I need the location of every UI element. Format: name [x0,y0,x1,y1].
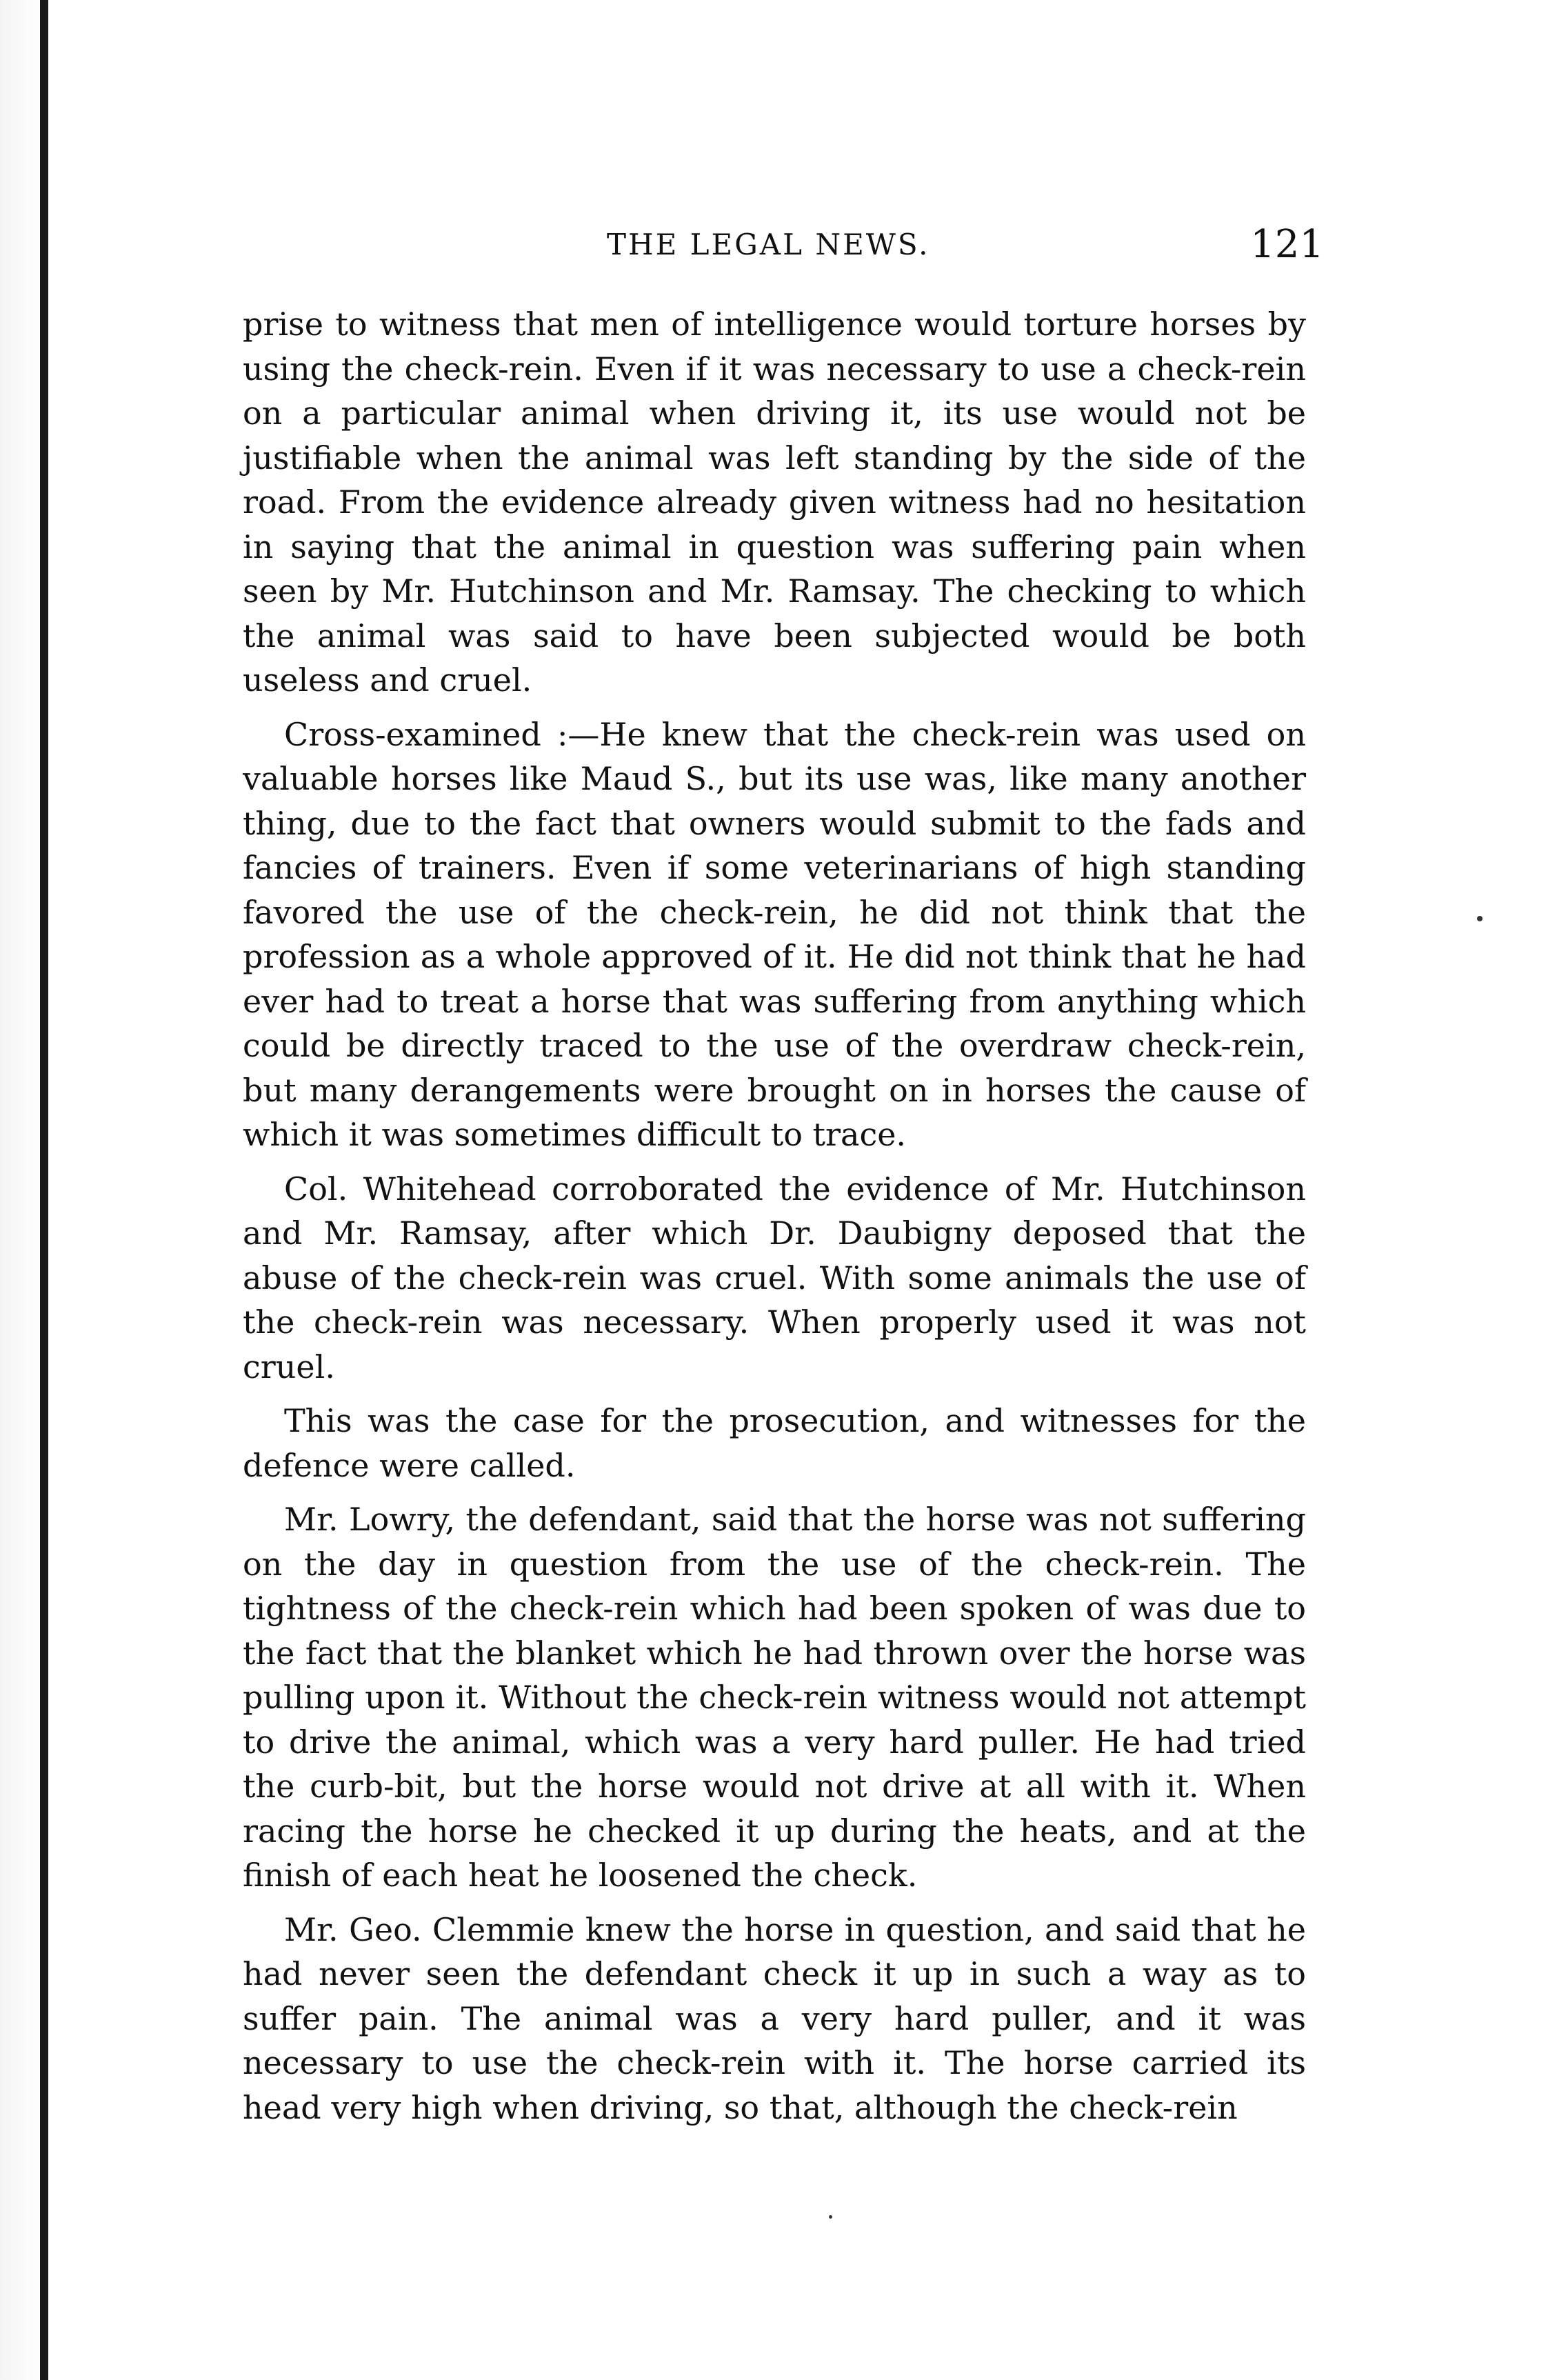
page-number: 121 [1250,222,1324,267]
paragraph-cross-examination: Cross-examined :—He knew that the check-rein was used on valuable horses like Maud S., but its use was, like many another thing, due to the fact that owners would submit to the fads and fancies of trainers. Even if some veterinarians of high standing favored the use of the check-rein, he did not think that the profession as a whole approved of it. He did not think that he had ever had to treat a horse that was suffering from anything which could be directly traced to the use of the overdraw check-rein, but many derangements were brought on in horses the cause of which it was sometimes difficult to trace. [243,715,1306,1153]
paragraph-clemmie-testimony: Mr. Geo. Clemmie knew the horse in question, and said that he had never seen the defendant check it up in such a way as to suffer pain. The animal was a very hard puller, and it was necessary to use the check-rein with it. The horse carried its head very high when driving, so that, although the check-rein [243,1910,1306,2126]
binding-shadow [0,0,40,2380]
body-text [243,302,1306,2139]
page-header [248,222,1324,277]
running-head: THE LEGAL NEWS. [607,228,930,261]
page-binding-edge [40,0,48,2380]
paragraph-prosecution-close: This was the case for the prosecution, and witnesses for the defence were called. [243,1402,1306,1484]
ink-speck [1477,916,1483,921]
paragraph-whitehead-testimony: Col. Whitehead corroborated the evidence of Mr. Hutchinson and Mr. Ramsay, after which Dr. Daubigny deposed that the abuse of the check-rein was cruel. With some animals the use of the check-rein was necessary. When properly used it was not cruel. [243,1170,1306,1386]
paragraph-continuation: prise to witness that men of intelligence would torture horses by using the check-rein. Even if it was necessary to use a check-rein on a particular animal when driving it, its use would not be justifiable when the animal was left standing by the side of the road. From the evidence already given witness had no hesitation in saying that the animal in question was suffering pain when seen by Mr. Hutchinson and Mr. Ramsay. The checking to which the animal was said to have been subjected would be both useless and cruel. [243,306,1306,699]
paragraph-lowry-testimony: Mr. Lowry, the defendant, said that the horse was not suffering on the day in question from the use of the check-rein. The tightness of the check-rein which had been spoken of was due to the fact that the blanket which he had thrown over the horse was pulling upon it. Without the check-rein witness would not attempt to drive the animal, which was a very hard puller. He had tried the curb-bit, but the horse would not drive at all with it. When racing the horse he checked it up during the heats, and at the finish of each heat he loosened the check. [243,1501,1306,1894]
ink-speck [829,2215,832,2219]
